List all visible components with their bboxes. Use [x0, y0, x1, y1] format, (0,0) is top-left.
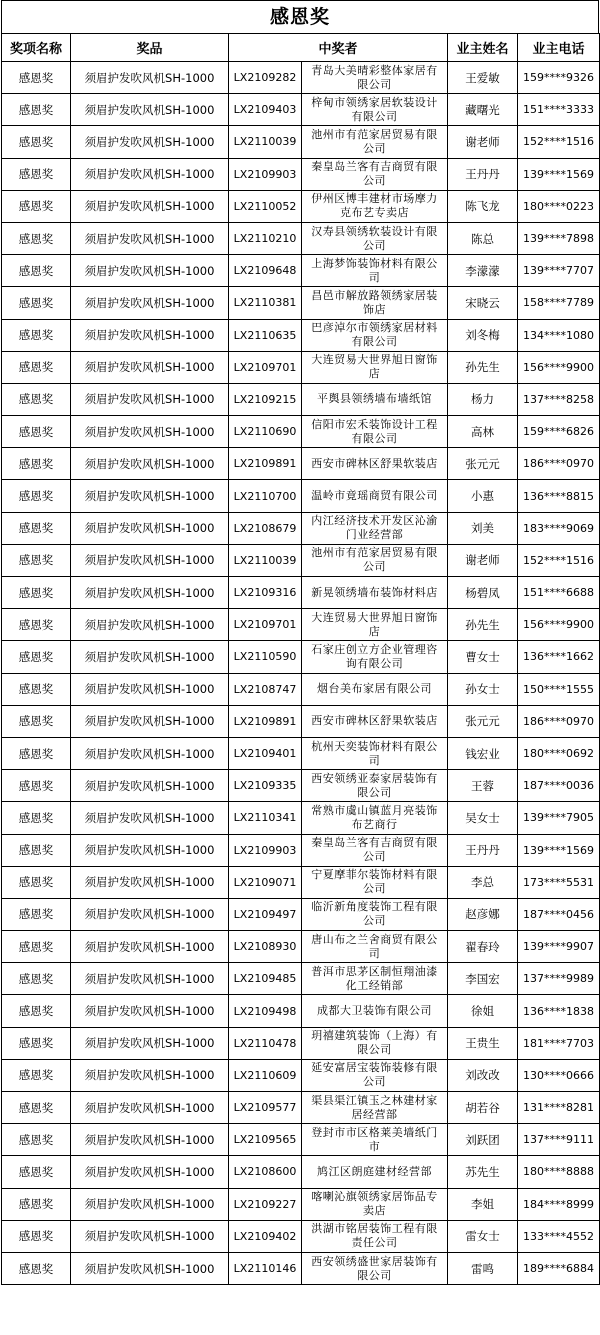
cell-phone: 156****9900	[518, 609, 600, 641]
cell-owner: 高林	[448, 416, 518, 448]
cell-winner: 西安市碑林区舒果软装店	[302, 705, 448, 737]
column-header-winner: 中奖者	[229, 34, 448, 62]
cell-phone: 186****0970	[518, 705, 600, 737]
cell-phone: 151****6688	[518, 577, 600, 609]
cell-code: LX2109071	[229, 866, 302, 898]
cell-winner: 温岭市竟瑶商贸有限公司	[302, 480, 448, 512]
cell-winner: 西安领绣盛世家居装饰有限公司	[302, 1252, 448, 1284]
cell-award: 感恩奖	[2, 190, 71, 222]
cell-phone: 136****1838	[518, 995, 600, 1027]
table-row	[2, 802, 600, 834]
cell-code: LX2109215	[229, 383, 302, 415]
cell-winner: 登封市市区格莱美墙纸门市	[302, 1124, 448, 1156]
cell-owner: 刘美	[448, 512, 518, 544]
cell-prize: 须眉护发吹风机SH-1000	[71, 802, 229, 834]
table-row	[2, 770, 600, 802]
table-row	[2, 1252, 600, 1284]
cell-winner: 青岛大美晴彩整体家居有限公司	[302, 62, 448, 94]
cell-winner: 大连贸易大世界旭日窗饰店	[302, 609, 448, 641]
cell-code: LX2109282	[229, 62, 302, 94]
cell-owner: 徐姐	[448, 995, 518, 1027]
cell-owner: 刘改改	[448, 1059, 518, 1091]
cell-winner: 上海梦饰装饰材料有限公司	[302, 255, 448, 287]
table-row	[2, 383, 600, 415]
cell-code: LX2110478	[229, 1027, 302, 1059]
cell-winner: 临沂新角度装饰工程有限公司	[302, 898, 448, 930]
cell-phone: 187****0036	[518, 770, 600, 802]
cell-winner: 鸠江区朗庭建材经营部	[302, 1156, 448, 1188]
cell-owner: 王丹丹	[448, 158, 518, 190]
cell-winner: 伊州区博丰建材市场摩力克布艺专卖店	[302, 190, 448, 222]
cell-winner: 常熟市虞山镇蓝月亮装饰布艺商行	[302, 802, 448, 834]
table-row	[2, 319, 600, 351]
cell-code: LX2109227	[229, 1188, 302, 1220]
cell-award: 感恩奖	[2, 705, 71, 737]
cell-prize: 须眉护发吹风机SH-1000	[71, 770, 229, 802]
cell-award: 感恩奖	[2, 448, 71, 480]
table-row	[2, 1124, 600, 1156]
cell-winner: 宁夏摩菲尔装饰材料有限公司	[302, 866, 448, 898]
cell-prize: 须眉护发吹风机SH-1000	[71, 512, 229, 544]
cell-code: LX2109401	[229, 737, 302, 769]
cell-prize: 须眉护发吹风机SH-1000	[71, 416, 229, 448]
table-row	[2, 94, 600, 126]
cell-award: 感恩奖	[2, 512, 71, 544]
cell-owner: 宋晓云	[448, 287, 518, 319]
cell-phone: 173****5531	[518, 866, 600, 898]
cell-prize: 须眉护发吹风机SH-1000	[71, 866, 229, 898]
cell-code: LX2109485	[229, 963, 302, 995]
cell-phone: 180****0692	[518, 737, 600, 769]
cell-code: LX2109701	[229, 609, 302, 641]
cell-winner: 杭州天奕装饰材料有限公司	[302, 737, 448, 769]
cell-code: LX2110039	[229, 544, 302, 576]
cell-award: 感恩奖	[2, 544, 71, 576]
cell-phone: 156****9900	[518, 351, 600, 383]
cell-prize: 须眉护发吹风机SH-1000	[71, 1059, 229, 1091]
cell-prize: 须眉护发吹风机SH-1000	[71, 383, 229, 415]
cell-owner: 王蓉	[448, 770, 518, 802]
cell-winner: 新晃领绣墙布装饰材料店	[302, 577, 448, 609]
cell-award: 感恩奖	[2, 1252, 71, 1284]
cell-prize: 须眉护发吹风机SH-1000	[71, 287, 229, 319]
cell-winner: 梓甸市领绣家居软装设计有限公司	[302, 94, 448, 126]
cell-code: LX2110700	[229, 480, 302, 512]
cell-owner: 雷女士	[448, 1220, 518, 1252]
table-row	[2, 222, 600, 254]
cell-winner: 延安富居宝装饰装修有限公司	[302, 1059, 448, 1091]
table-row	[2, 737, 600, 769]
table-row	[2, 512, 600, 544]
cell-award: 感恩奖	[2, 1220, 71, 1252]
cell-prize: 须眉护发吹风机SH-1000	[71, 1252, 229, 1284]
cell-phone: 139****7898	[518, 222, 600, 254]
cell-award: 感恩奖	[2, 641, 71, 673]
cell-code: LX2110381	[229, 287, 302, 319]
cell-owner: 王爱敏	[448, 62, 518, 94]
table-row	[2, 609, 600, 641]
cell-award: 感恩奖	[2, 319, 71, 351]
cell-owner: 谢老师	[448, 544, 518, 576]
cell-award: 感恩奖	[2, 1059, 71, 1091]
cell-owner: 苏先生	[448, 1156, 518, 1188]
cell-owner: 藏曙光	[448, 94, 518, 126]
cell-phone: 130****0666	[518, 1059, 600, 1091]
cell-phone: 136****1662	[518, 641, 600, 673]
cell-prize: 须眉护发吹风机SH-1000	[71, 255, 229, 287]
cell-prize: 须眉护发吹风机SH-1000	[71, 158, 229, 190]
cell-owner: 陈总	[448, 222, 518, 254]
cell-award: 感恩奖	[2, 802, 71, 834]
cell-owner: 谢老师	[448, 126, 518, 158]
cell-prize: 须眉护发吹风机SH-1000	[71, 737, 229, 769]
cell-owner: 孙先生	[448, 609, 518, 641]
cell-award: 感恩奖	[2, 416, 71, 448]
table-row	[2, 577, 600, 609]
cell-owner: 刘冬梅	[448, 319, 518, 351]
cell-code: LX2110341	[229, 802, 302, 834]
cell-prize: 须眉护发吹风机SH-1000	[71, 898, 229, 930]
table-row	[2, 351, 600, 383]
cell-award: 感恩奖	[2, 737, 71, 769]
table-row	[2, 673, 600, 705]
cell-award: 感恩奖	[2, 898, 71, 930]
cell-winner: 秦皇岛兰客有吉商贸有限公司	[302, 158, 448, 190]
winners-sheet	[1, 0, 599, 1285]
cell-owner: 陈飞龙	[448, 190, 518, 222]
cell-code: LX2110590	[229, 641, 302, 673]
cell-phone: 159****6826	[518, 416, 600, 448]
cell-code: LX2110635	[229, 319, 302, 351]
cell-phone: 152****1516	[518, 544, 600, 576]
cell-award: 感恩奖	[2, 1124, 71, 1156]
cell-owner: 李姐	[448, 1188, 518, 1220]
cell-prize: 须眉护发吹风机SH-1000	[71, 641, 229, 673]
cell-phone: 180****8888	[518, 1156, 600, 1188]
cell-owner: 吴女士	[448, 802, 518, 834]
sheet-title: 感恩奖	[1, 0, 599, 33]
cell-phone: 137****9111	[518, 1124, 600, 1156]
table-row	[2, 1188, 600, 1220]
cell-phone: 139****9907	[518, 931, 600, 963]
table-row	[2, 190, 600, 222]
table-row	[2, 448, 600, 480]
cell-award: 感恩奖	[2, 834, 71, 866]
cell-award: 感恩奖	[2, 62, 71, 94]
cell-award: 感恩奖	[2, 1092, 71, 1124]
cell-owner: 赵彦娜	[448, 898, 518, 930]
cell-winner: 烟台美布家居有限公司	[302, 673, 448, 705]
cell-prize: 须眉护发吹风机SH-1000	[71, 351, 229, 383]
cell-code: LX2110210	[229, 222, 302, 254]
table-row	[2, 1027, 600, 1059]
cell-winner: 石家庄创立方企业管理咨询有限公司	[302, 641, 448, 673]
cell-prize: 须眉护发吹风机SH-1000	[71, 222, 229, 254]
cell-code: LX2109497	[229, 898, 302, 930]
cell-phone: 137****9989	[518, 963, 600, 995]
cell-owner: 李国宏	[448, 963, 518, 995]
cell-phone: 139****1569	[518, 834, 600, 866]
cell-phone: 181****7703	[518, 1027, 600, 1059]
cell-owner: 张元元	[448, 705, 518, 737]
cell-prize: 须眉护发吹风机SH-1000	[71, 1092, 229, 1124]
cell-winner: 洪湖市铭居装饰工程有限责任公司	[302, 1220, 448, 1252]
cell-code: LX2108747	[229, 673, 302, 705]
cell-prize: 须眉护发吹风机SH-1000	[71, 705, 229, 737]
table-row	[2, 898, 600, 930]
cell-prize: 须眉护发吹风机SH-1000	[71, 62, 229, 94]
cell-owner: 李濛濛	[448, 255, 518, 287]
cell-code: LX2109903	[229, 158, 302, 190]
cell-prize: 须眉护发吹风机SH-1000	[71, 995, 229, 1027]
cell-award: 感恩奖	[2, 1027, 71, 1059]
cell-award: 感恩奖	[2, 383, 71, 415]
cell-award: 感恩奖	[2, 158, 71, 190]
cell-winner: 昌邑市解放路领绣家居装饰店	[302, 287, 448, 319]
cell-prize: 须眉护发吹风机SH-1000	[71, 448, 229, 480]
cell-code: LX2109701	[229, 351, 302, 383]
cell-owner: 孙先生	[448, 351, 518, 383]
cell-prize: 须眉护发吹风机SH-1000	[71, 1188, 229, 1220]
cell-code: LX2109498	[229, 995, 302, 1027]
cell-winner: 成都大卫装饰有限公司	[302, 995, 448, 1027]
table-row	[2, 62, 600, 94]
table-row	[2, 1156, 600, 1188]
cell-prize: 须眉护发吹风机SH-1000	[71, 94, 229, 126]
winners-table	[1, 33, 600, 1285]
cell-prize: 须眉护发吹风机SH-1000	[71, 577, 229, 609]
table-row	[2, 705, 600, 737]
cell-winner: 汉寿县领绣软装设计有限公司	[302, 222, 448, 254]
cell-prize: 须眉护发吹风机SH-1000	[71, 1027, 229, 1059]
cell-code: LX2110609	[229, 1059, 302, 1091]
cell-phone: 152****1516	[518, 126, 600, 158]
cell-award: 感恩奖	[2, 609, 71, 641]
cell-award: 感恩奖	[2, 577, 71, 609]
cell-winner: 渠县渠江镇玉之林建材家居经营部	[302, 1092, 448, 1124]
cell-prize: 须眉护发吹风机SH-1000	[71, 1124, 229, 1156]
cell-owner: 小惠	[448, 480, 518, 512]
cell-phone: 186****0970	[518, 448, 600, 480]
cell-owner: 钱宏业	[448, 737, 518, 769]
cell-phone: 184****8999	[518, 1188, 600, 1220]
cell-code: LX2110052	[229, 190, 302, 222]
cell-prize: 须眉护发吹风机SH-1000	[71, 931, 229, 963]
cell-award: 感恩奖	[2, 931, 71, 963]
cell-award: 感恩奖	[2, 351, 71, 383]
table-row	[2, 480, 600, 512]
cell-code: LX2109565	[229, 1124, 302, 1156]
cell-owner: 王贵生	[448, 1027, 518, 1059]
cell-code: LX2109403	[229, 94, 302, 126]
table-row	[2, 641, 600, 673]
cell-prize: 须眉护发吹风机SH-1000	[71, 834, 229, 866]
cell-code: LX2109648	[229, 255, 302, 287]
cell-code: LX2110146	[229, 1252, 302, 1284]
cell-code: LX2110039	[229, 126, 302, 158]
cell-owner: 胡若谷	[448, 1092, 518, 1124]
cell-phone: 131****8281	[518, 1092, 600, 1124]
cell-award: 感恩奖	[2, 995, 71, 1027]
cell-winner: 平舆县领绣墙布墙纸馆	[302, 383, 448, 415]
cell-award: 感恩奖	[2, 1188, 71, 1220]
cell-prize: 须眉护发吹风机SH-1000	[71, 609, 229, 641]
cell-code: LX2109891	[229, 448, 302, 480]
cell-owner: 杨力	[448, 383, 518, 415]
table-row	[2, 1059, 600, 1091]
table-row	[2, 287, 600, 319]
cell-code: LX2109402	[229, 1220, 302, 1252]
cell-award: 感恩奖	[2, 222, 71, 254]
cell-phone: 139****7905	[518, 802, 600, 834]
cell-phone: 180****0223	[518, 190, 600, 222]
cell-owner: 翟春玲	[448, 931, 518, 963]
cell-winner: 喀喇沁旗领绣家居饰品专卖店	[302, 1188, 448, 1220]
table-row	[2, 1220, 600, 1252]
column-header-prize: 奖品	[71, 34, 229, 62]
cell-code: LX2109903	[229, 834, 302, 866]
cell-award: 感恩奖	[2, 126, 71, 158]
cell-prize: 须眉护发吹风机SH-1000	[71, 190, 229, 222]
cell-winner: 巴彦淖尔市领绣家居材料有限公司	[302, 319, 448, 351]
table-row	[2, 834, 600, 866]
cell-phone: 189****6884	[518, 1252, 600, 1284]
cell-owner: 刘跃团	[448, 1124, 518, 1156]
cell-winner: 秦皇岛兰客有吉商贸有限公司	[302, 834, 448, 866]
cell-code: LX2109577	[229, 1092, 302, 1124]
column-header-owner: 业主姓名	[448, 34, 518, 62]
cell-prize: 须眉护发吹风机SH-1000	[71, 963, 229, 995]
cell-phone: 139****1569	[518, 158, 600, 190]
table-row	[2, 995, 600, 1027]
cell-winner: 西安市碑林区舒果软装店	[302, 448, 448, 480]
cell-phone: 137****8258	[518, 383, 600, 415]
cell-award: 感恩奖	[2, 94, 71, 126]
cell-prize: 须眉护发吹风机SH-1000	[71, 544, 229, 576]
table-row	[2, 1092, 600, 1124]
cell-winner: 池州市有范家居贸易有限公司	[302, 126, 448, 158]
cell-owner: 孙女士	[448, 673, 518, 705]
cell-owner: 李总	[448, 866, 518, 898]
cell-prize: 须眉护发吹风机SH-1000	[71, 319, 229, 351]
header-row	[2, 34, 600, 62]
cell-phone: 150****1555	[518, 673, 600, 705]
cell-winner: 西安领绣亚泰家居装饰有限公司	[302, 770, 448, 802]
cell-code: LX2109316	[229, 577, 302, 609]
cell-award: 感恩奖	[2, 255, 71, 287]
cell-award: 感恩奖	[2, 673, 71, 705]
cell-phone: 133****4552	[518, 1220, 600, 1252]
cell-phone: 136****8815	[518, 480, 600, 512]
cell-phone: 187****0456	[518, 898, 600, 930]
cell-phone: 183****9069	[518, 512, 600, 544]
table-row	[2, 963, 600, 995]
table-row	[2, 416, 600, 448]
cell-code: LX2108600	[229, 1156, 302, 1188]
column-header-award: 奖项名称	[2, 34, 71, 62]
table-row	[2, 126, 600, 158]
cell-winner: 唐山布之兰舍商贸有限公司	[302, 931, 448, 963]
cell-award: 感恩奖	[2, 1156, 71, 1188]
cell-prize: 须眉护发吹风机SH-1000	[71, 480, 229, 512]
cell-phone: 139****7707	[518, 255, 600, 287]
cell-award: 感恩奖	[2, 480, 71, 512]
cell-phone: 159****9326	[518, 62, 600, 94]
column-header-phone: 业主电话	[518, 34, 600, 62]
cell-prize: 须眉护发吹风机SH-1000	[71, 673, 229, 705]
cell-award: 感恩奖	[2, 287, 71, 319]
cell-owner: 王丹丹	[448, 834, 518, 866]
table-row	[2, 158, 600, 190]
cell-winner: 内江经济技术开发区沁渝门业经营部	[302, 512, 448, 544]
cell-code: LX2109335	[229, 770, 302, 802]
cell-prize: 须眉护发吹风机SH-1000	[71, 126, 229, 158]
cell-prize: 须眉护发吹风机SH-1000	[71, 1156, 229, 1188]
cell-code: LX2109891	[229, 705, 302, 737]
cell-owner: 杨碧凤	[448, 577, 518, 609]
cell-winner: 玥禧建筑装饰（上海）有限公司	[302, 1027, 448, 1059]
cell-award: 感恩奖	[2, 770, 71, 802]
cell-phone: 134****1080	[518, 319, 600, 351]
cell-code: LX2110690	[229, 416, 302, 448]
cell-award: 感恩奖	[2, 963, 71, 995]
cell-code: LX2108679	[229, 512, 302, 544]
table-row	[2, 866, 600, 898]
cell-owner: 曹女士	[448, 641, 518, 673]
cell-winner: 信阳市宏禾装饰设计工程有限公司	[302, 416, 448, 448]
cell-winner: 池州市有范家居贸易有限公司	[302, 544, 448, 576]
table-row	[2, 255, 600, 287]
cell-winner: 大连贸易大世界旭日窗饰店	[302, 351, 448, 383]
cell-owner: 雷鸣	[448, 1252, 518, 1284]
table-row	[2, 931, 600, 963]
cell-owner: 张元元	[448, 448, 518, 480]
cell-award: 感恩奖	[2, 866, 71, 898]
cell-phone: 158****7789	[518, 287, 600, 319]
cell-code: LX2108930	[229, 931, 302, 963]
cell-phone: 151****3333	[518, 94, 600, 126]
cell-winner: 普洱市思茅区制恒翔油漆化工经销部	[302, 963, 448, 995]
table-body	[2, 62, 600, 1285]
table-row	[2, 544, 600, 576]
cell-prize: 须眉护发吹风机SH-1000	[71, 1220, 229, 1252]
